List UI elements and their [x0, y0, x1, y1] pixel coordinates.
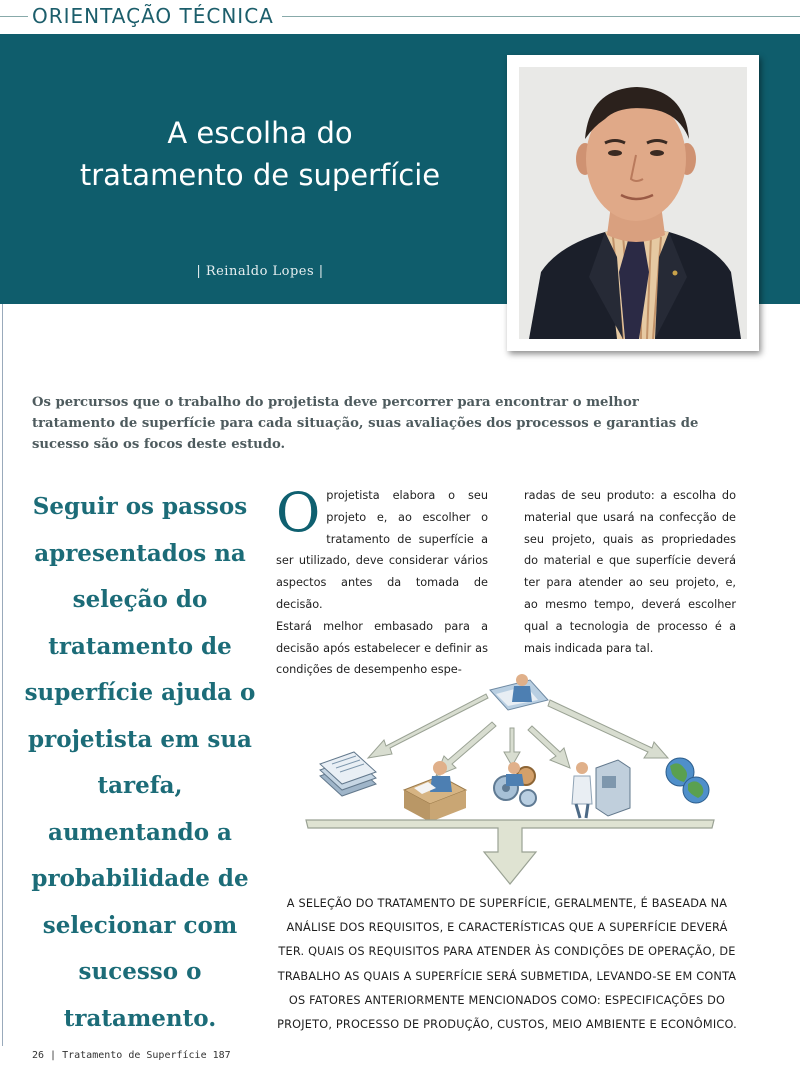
page-footer: 26 | Tratamento de Superfície 187 — [32, 1050, 231, 1061]
headline-line-1: A escolha do — [167, 116, 353, 150]
pull-quote: Seguir os passos apresentados na seleção do tratamento de superfície ajuda o projetista em sua tarefa, aumentando a probabilidade de selecionar com sucesso o tratamento. — [24, 493, 256, 1032]
author-byline: | Reinaldo Lopes | — [196, 264, 324, 279]
designer-at-desk-icon — [490, 674, 548, 710]
body-paragraph-3: radas de seu produto: a escolha do material que usará na confecção de seu projeto, quais as propriedades do material e que superfície deverá ter para atender ao seu projeto, e, ao mesmo tempo, deverá escolher qual a tecnologia de processo é a mais indicada para tal. — [524, 489, 736, 655]
funnel-arrow — [306, 820, 714, 884]
article-headline — [30, 112, 490, 196]
process-diagram — [300, 672, 720, 890]
body-paragraph-1: projetista elabora o seu projeto e, ao escolher o tratamento de superfície a ser utilizado, deve considerar vários aspectos antes da tomada de decisão. — [276, 489, 488, 611]
body-paragraph-2: Estará melhor embasado para a decisão após estabelecer e definir as condições de desempenho espe- — [276, 619, 488, 677]
article-lead: Os percursos que o trabalho do projetista deve percorrer para encontrar o melhor tratamento de superfície para cada situação, suas avaliações dos processos e garantias de sucesso são os focos deste estudo. — [32, 395, 699, 452]
globes-icon — [666, 758, 709, 803]
author-portrait — [507, 55, 759, 351]
section-title: ORIENTAÇÃO TÉCNICA — [32, 4, 282, 28]
section-rule-left — [0, 16, 28, 17]
headline-line-2: tratamento de superfície — [79, 158, 441, 192]
author-photo — [519, 67, 747, 339]
arrow-to-gears — [504, 728, 520, 766]
documents-icon — [320, 752, 376, 796]
arrow-to-technician — [528, 726, 570, 768]
drop-cap: O — [276, 481, 321, 544]
section-rule — [276, 16, 800, 17]
arrow-to-globes — [548, 700, 668, 758]
body-column-1 — [276, 481, 488, 681]
body-column-2 — [524, 485, 736, 659]
gears-icon — [494, 762, 536, 806]
side-rule — [2, 304, 3, 1046]
figure-caption: A SELEÇÃO DO TRATAMENTO DE SUPERFÍCIE, GERALMENTE, É BASEADA NA ANÁLISE DOS REQUISITOS, E CARACTERÍSTICAS QUE A SUPERFÍCIE DEVERÁ TER. QUAIS OS REQUISITOS PARA ATENDER ÀS CONDIÇÕES DE OPERAÇÃO, DE TRABALHO AS QUAIS A SUPERFÍCIE SERÁ SUBMETIDA, LEVANDO-SE EM CONTA OS FATORES ANTERIORMENTE MENCIONADOS COMO: ESPECIFICAÇÕES DO PROJETO, PROCESSO DE PRODUÇÃO, CUSTOS, MEIO AMBIENTE E ECONÔMICO. — [277, 897, 737, 1032]
worker-at-desk-icon — [404, 761, 466, 822]
technician-machine-icon — [572, 760, 630, 818]
